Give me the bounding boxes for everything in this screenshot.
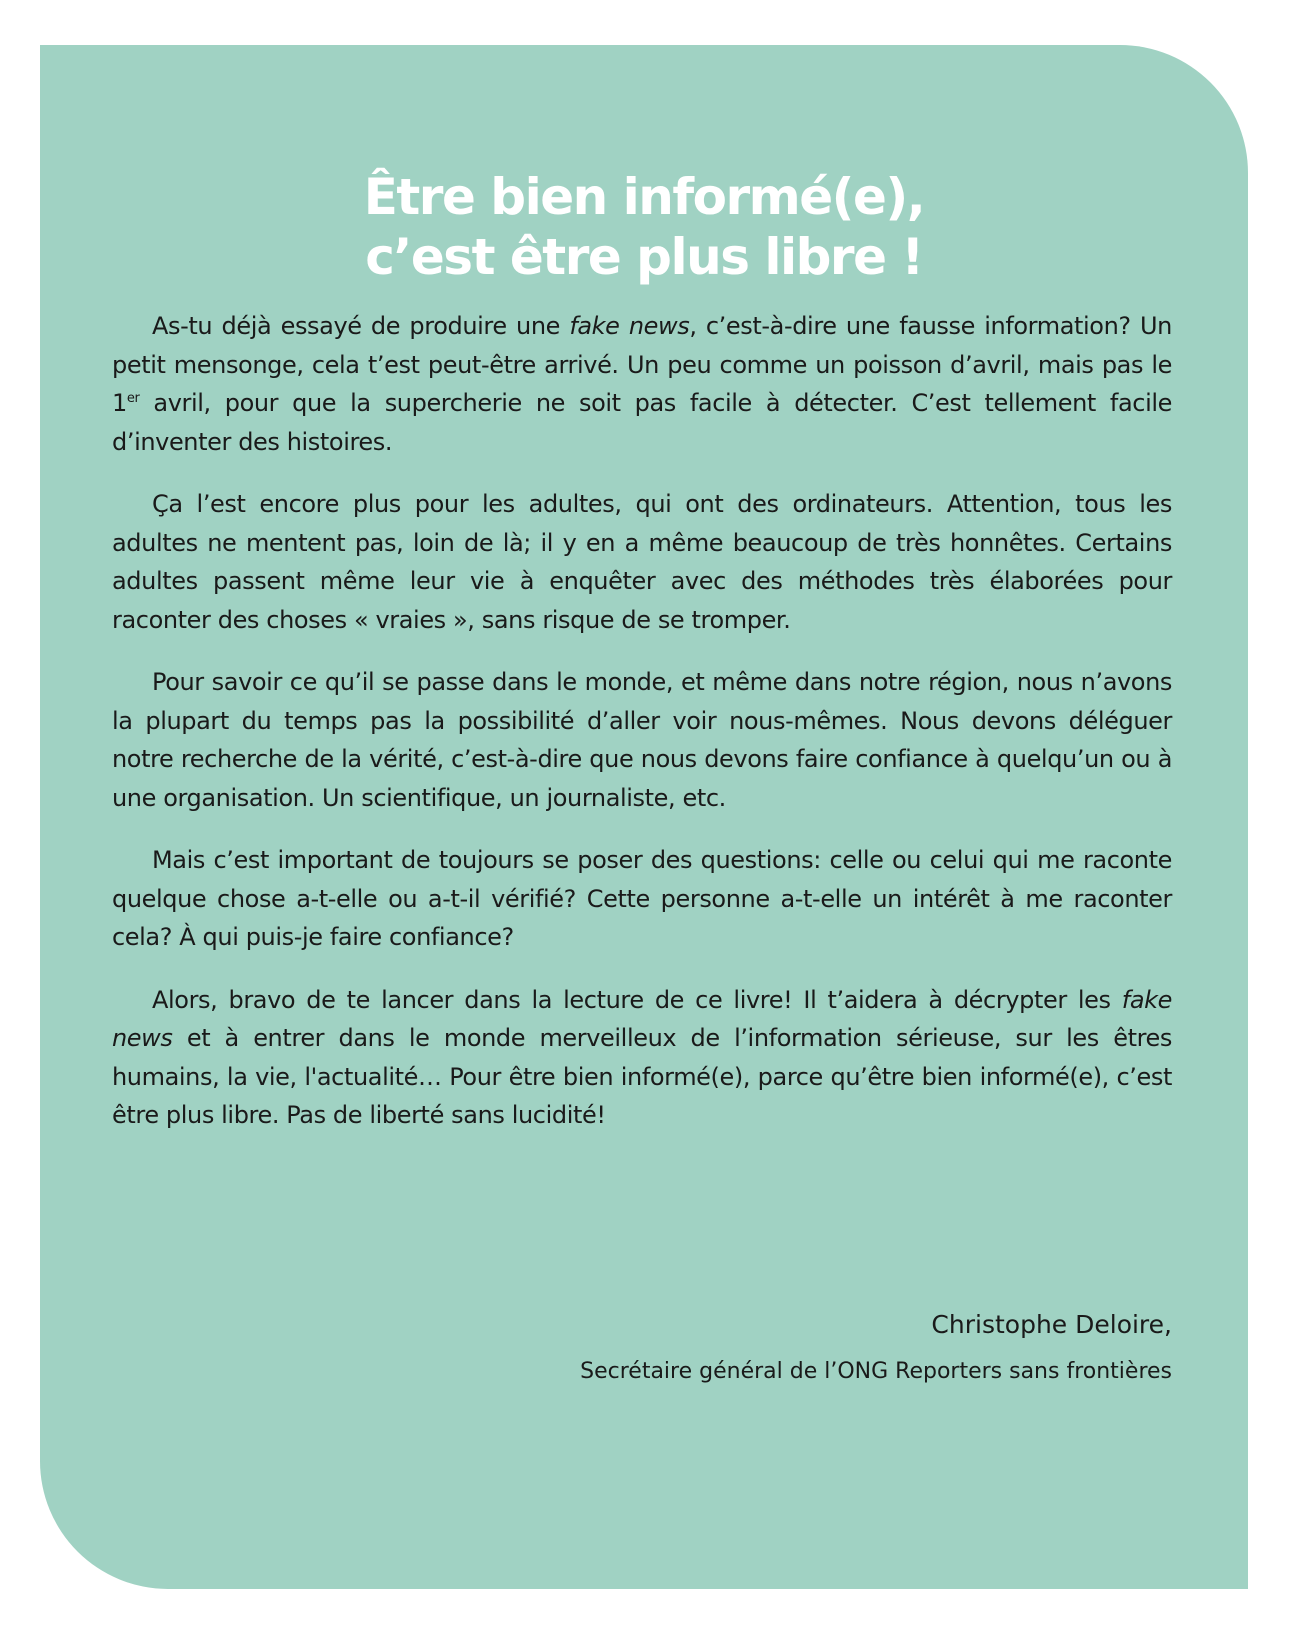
signature-block (580, 1307, 1172, 1389)
paragraph-1 (112, 307, 1172, 461)
text-segment: Alors, bravo de te lancer dans la lecture de ce livre! Il t’aidera à décrypter les (152, 985, 1122, 1014)
page-title (40, 167, 1248, 287)
text-segment: Mais c’est important de toujours se poser des questions: celle ou celui qui me raconte quelque chose a-t-elle ou a-t-il vérifié? Cette personne a-t-elle un intérêt à me raconter cela? À qui puis-je faire confiance? (112, 846, 1172, 951)
italic-term: fake news (112, 985, 1172, 1052)
title-line-2: c’est être plus libre ! (365, 227, 923, 286)
paragraph-2 (112, 485, 1172, 639)
author-role: Secrétaire général de l’ONG Reporters sans frontières (580, 1359, 1172, 1384)
content-panel (40, 45, 1248, 1589)
text-segment: , c’est-à-dire une fausse information? Un petit mensonge, cela t’est peut-être arrivé. Un peu comme un poisson d’avril, mais pas le 1 (112, 312, 1172, 417)
title-line-1: Être bien informé(e), (363, 167, 925, 226)
italic-term: fake news (569, 312, 690, 340)
text-segment: avril, pour que la supercherie ne soit pas facile à détecter. C’est tellement facile d’inventer des histoires. (112, 389, 1172, 456)
text-segment: Ça l’est encore plus pour les adultes, qui ont des ordinateurs. Attention, tous les adultes ne mentent pas, loin de là; il y en a même beaucoup de très honnêtes. Certains adultes passent même leur vie à enquêter avec des méthodes très élaborées pour raconter des choses « vraies », sans risque de se tromper. (112, 490, 1172, 634)
paragraph-4 (112, 841, 1172, 957)
text-segment: et à entrer dans le monde merveilleux de l’information sérieuse, sur les êtres humains, la vie, l'actualité… Pour être bien informé(e), parce qu’être bien informé(e), c’est être plus libre. Pas de liberté sans lucidité! (112, 1024, 1172, 1129)
ordinal-superscript: er (126, 391, 140, 406)
paragraph-5 (112, 981, 1172, 1135)
author-name: Christophe Deloire, (931, 1310, 1172, 1339)
text-segment: Pour savoir ce qu’il se passe dans le monde, et même dans notre région, nous n’avons la plupart du temps pas la possibilité d’aller voir nous-mêmes. Nous devons déléguer notre recherche de la vérité, c’est-à-dire que nous devons faire confiance à quelqu’un ou à une organisation. Un scientifique, un journaliste, etc. (112, 668, 1172, 812)
body-text (112, 307, 1172, 1135)
paragraph-3 (112, 663, 1172, 817)
text-segment: As-tu déjà essayé de produire une (152, 312, 570, 340)
